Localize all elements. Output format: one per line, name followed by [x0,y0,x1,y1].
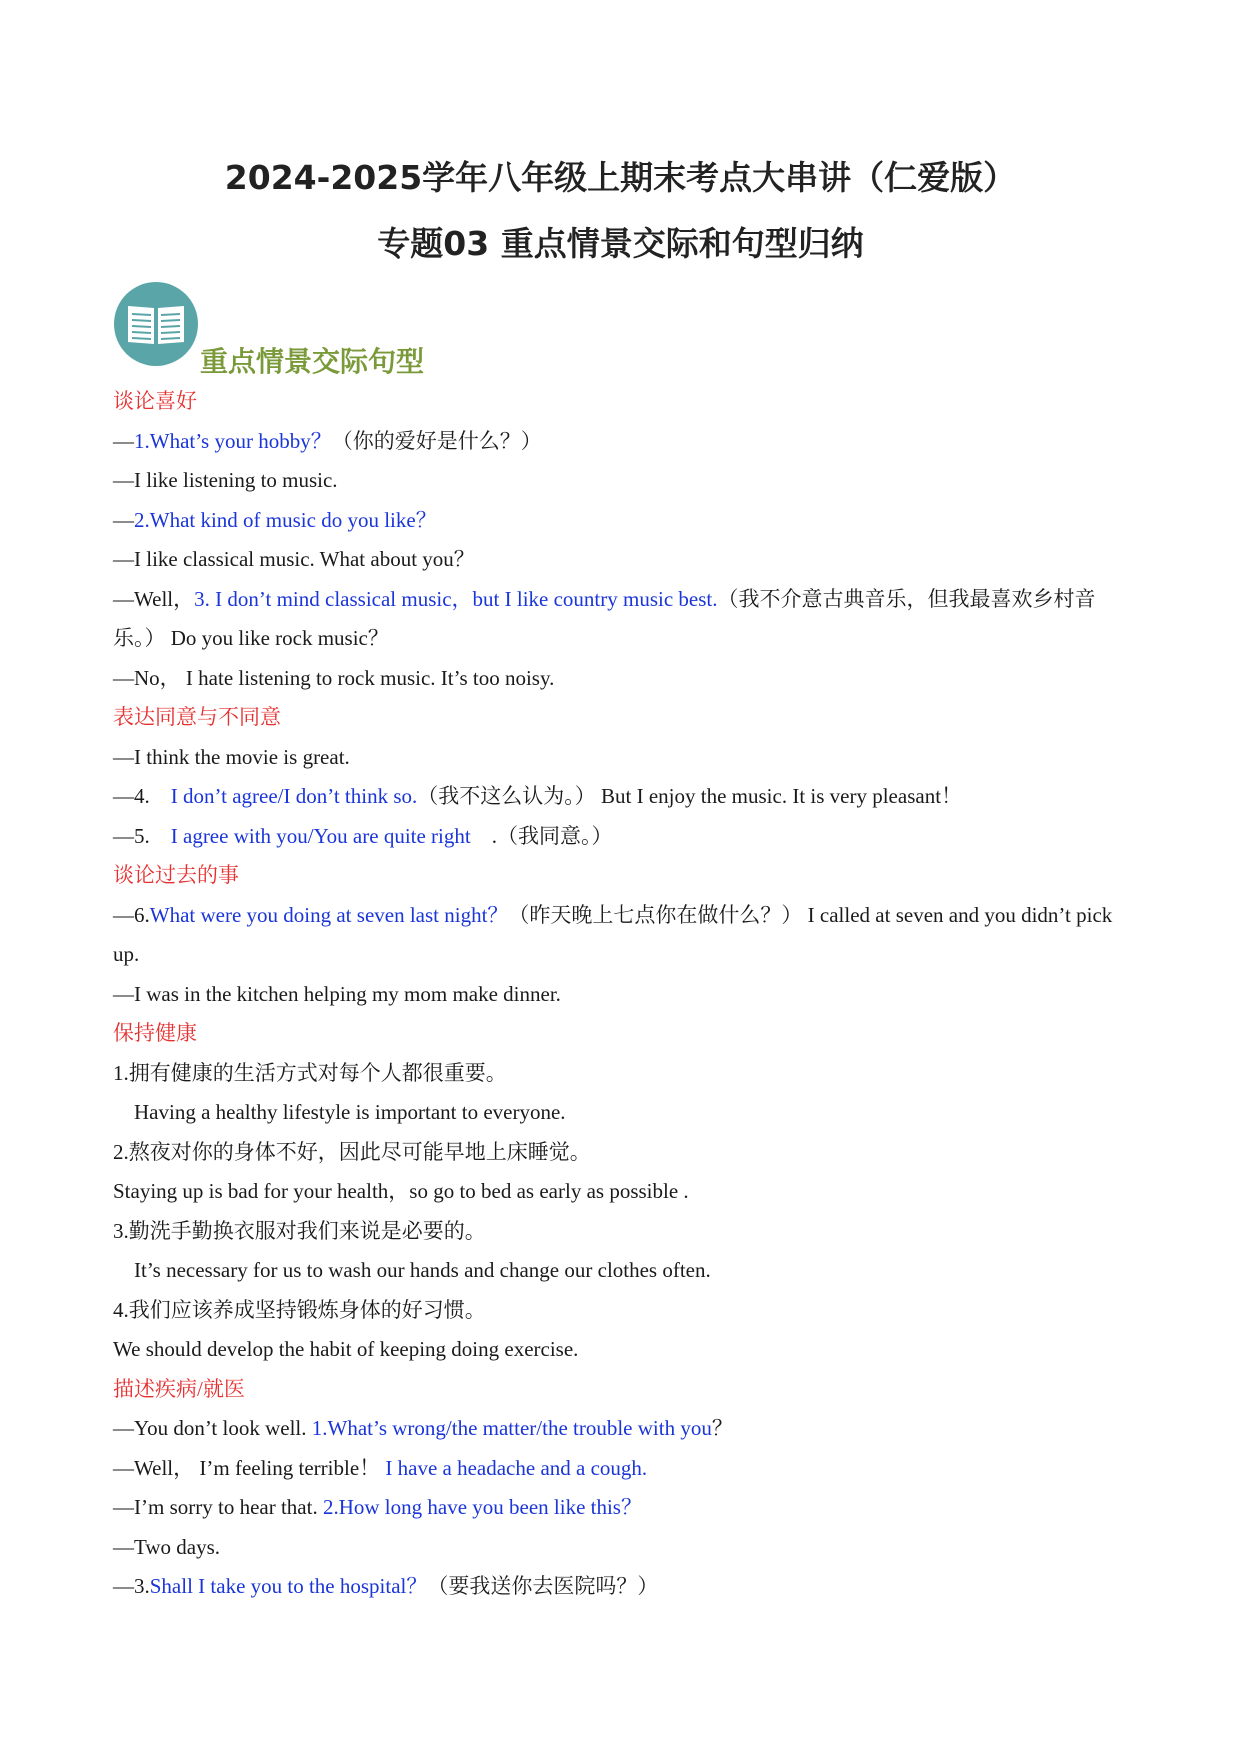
key-sentence: What were you doing at seven last night？ [149,902,509,927]
hobby-line-2: —I like listening to music. [113,468,338,492]
translation: （我不这么认为。） But I enjoy the music. It is very pleasant！ [417,784,963,808]
hobby-line-1 [113,422,1143,462]
key-sentence: I don’t agree/I don’t think so. [170,784,418,808]
dialog-text: ？ [711,1416,733,1440]
dialog-text: —4. [113,784,150,808]
dash: — [113,507,134,532]
health-sentence-3-cn: 3.勤洗手勤换衣服对我们来说是必要的。 [113,1218,486,1243]
translation: （我不介意古典音乐，但我最喜欢乡村音乐。） Do you like rock music？ [113,586,1096,650]
translation: .（我同意。） [491,823,613,848]
heading-hobby: 谈论喜好 [113,389,197,413]
past-line-2: —I was in the kitchen helping my mom make dinner. [113,981,561,1006]
hobby-line-3 [113,501,1143,541]
agree-line-3 [113,817,1143,857]
dialog-text: —Well， I’m feeling terrible！ [113,1455,386,1480]
translation: （你的爱好是什么？） [331,428,542,453]
key-sentence: 1.What’s your hobby？ [134,428,332,453]
past-line-1 [113,896,1143,975]
health-sentence-1-cn: 1.拥有健康的生活方式对每个人都很重要。 [113,1060,507,1085]
document-title: 2024-2025学年八年级上期末考点大串讲（仁爱版） [224,158,1017,197]
hobby-line-6: —No， I hate listening to rock music. It’s too noisy. [113,665,555,690]
health-sentence-2-cn: 2.熬夜对你的身体不好，因此尽可能早地上床睡觉。 [113,1139,591,1164]
dialog-text: —3. [113,1574,150,1598]
heading-health: 保持健康 [113,1021,197,1045]
doctor-line-2 [113,1449,1143,1489]
section-title: 重点情景交际句型 [200,345,425,378]
heading-past: 谈论过去的事 [113,863,239,887]
key-sentence: 2.How long have you been like this？ [322,1495,642,1519]
agree-line-1: —I think the movie is great. [113,744,350,769]
hobby-line-4: —I like classical music. What about you？ [113,547,475,571]
dialog-text: —I’m sorry to hear that. [113,1495,323,1519]
dialog-text: —You don’t look well. [113,1416,312,1440]
heading-agree: 表达同意与不同意 [113,705,281,729]
hobby-line-5 [113,580,1143,659]
translation: （要我送你去医院吗？） [427,1574,659,1598]
doctor-line-5 [113,1567,1143,1607]
key-sentence: 1.What’s wrong/the matter/the trouble with you [311,1416,712,1440]
document-body [113,382,1143,1607]
health-sentence-4-cn: 4.我们应该养成坚持锻炼身体的好习惯。 [113,1297,486,1322]
book-icon [114,282,198,366]
health-sentence-1-en: Having a healthy lifestyle is important to everyone. [134,1100,566,1124]
key-sentence: I have a headache and a cough. [385,1455,648,1480]
agree-line-2 [113,777,1143,817]
document-subtitle: 专题03 重点情景交际和句型归纳 [377,224,864,263]
key-sentence: I agree with you/You are quite right [170,823,471,848]
heading-doctor: 描述疾病/就医 [113,1376,245,1401]
dialog-text: —Well， [113,586,195,611]
key-sentence: Shall I take you to the hospital？ [149,1574,428,1598]
dialog-text: —5. [113,823,150,848]
dash: — [113,428,134,453]
health-sentence-3-en: It’s necessary for us to wash our hands and change our clothes often. [134,1258,711,1282]
key-sentence: 2.What kind of music do you like？ [134,507,437,532]
health-sentence-2-en: Staying up is bad for your health，so go to bed as early as possible . [113,1179,689,1203]
key-sentence: 3. I don’t mind classical music，but I like country music best. [194,586,718,611]
doctor-line-3 [113,1488,1143,1528]
health-sentence-4-en: We should develop the habit of keeping doing exercise. [113,1337,579,1361]
dialog-text: —6. [113,902,150,927]
doctor-line-4: —Two days. [113,1534,221,1559]
translation: （昨天晚上七点你在做什么？） I called at seven and you didn’t pick up. [113,902,1113,966]
doctor-line-1 [113,1409,1143,1449]
